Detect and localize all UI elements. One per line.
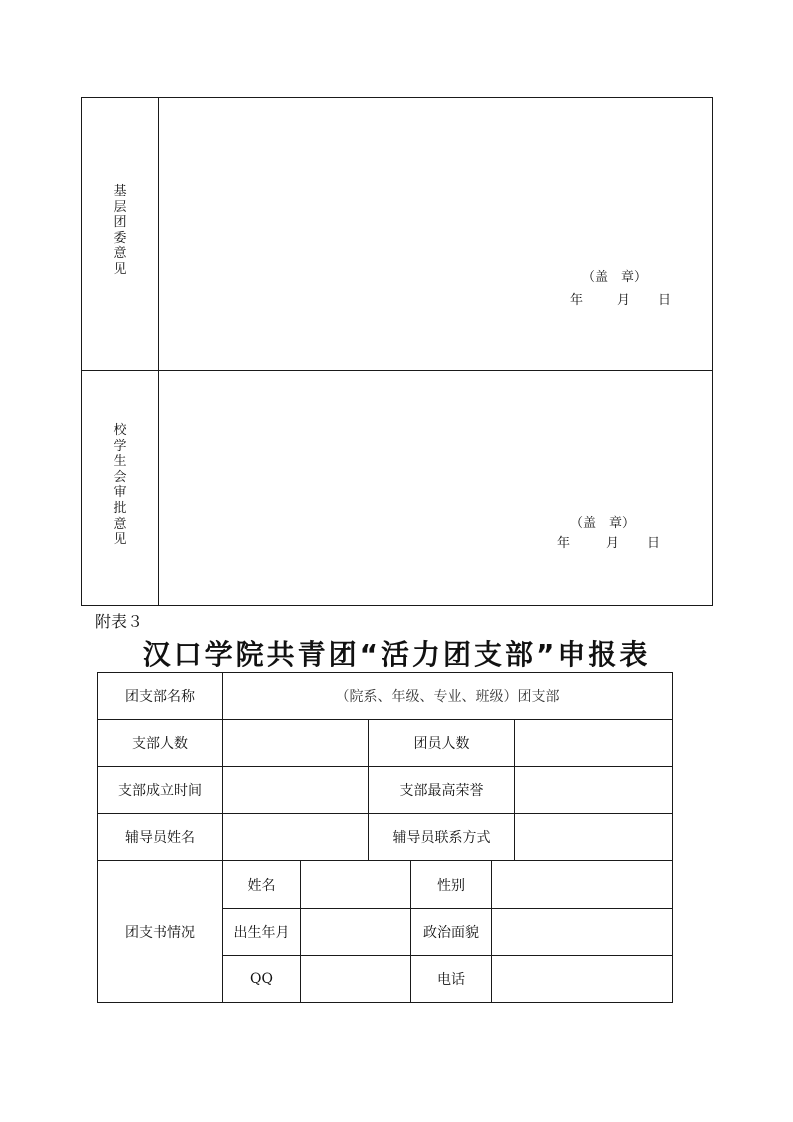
highest-honor-label: 支部最高荣誉 — [399, 783, 484, 799]
label-league-committee-opinion: 基层团委意见 — [113, 184, 127, 277]
counselor-name-label: 辅导员姓名 — [125, 830, 195, 846]
founding-time-field[interactable] — [223, 767, 368, 813]
secretary-qq-label: QQ — [250, 971, 273, 987]
table-border-left — [81, 97, 82, 606]
appendix-caption: 附表３ — [95, 612, 144, 631]
secretary-gender-field[interactable] — [492, 861, 672, 908]
secretary-birth-label: 出生年月 — [233, 925, 290, 941]
date-year-2: 年 — [557, 536, 571, 551]
branch-name-field[interactable]: （院系、年级、专业、班级）团支部 — [335, 689, 560, 705]
secretary-name-label: 姓名 — [247, 877, 276, 894]
table-border-top — [81, 97, 713, 98]
date-year-1: 年 — [570, 293, 584, 308]
secretary-gender-label: 性别 — [437, 877, 465, 894]
date-day-2: 日 — [647, 536, 661, 551]
secretary-phone-label: 电话 — [437, 972, 465, 988]
counselor-contact-field[interactable] — [515, 814, 672, 860]
member-count-field[interactable] — [223, 720, 368, 766]
date-day-1: 日 — [658, 293, 672, 308]
secretary-name-field[interactable] — [301, 861, 410, 908]
secretary-qq-field[interactable] — [301, 956, 410, 1002]
league-member-count-label: 团员人数 — [413, 736, 470, 752]
highest-honor-field[interactable] — [515, 767, 672, 813]
secretary-political-label: 政治面貌 — [423, 925, 479, 941]
opinion-input-area-2[interactable] — [160, 372, 711, 604]
table-border-right — [712, 97, 713, 606]
table-label-divider — [158, 97, 159, 606]
secretary-group-label: 团支书情况 — [125, 924, 195, 941]
counselor-contact-label: 辅导员联系方式 — [392, 830, 491, 846]
table-row-divider — [81, 370, 713, 371]
label-student-union-approval-opinion: 校学生会审批意见 — [113, 423, 127, 548]
counselor-name-field[interactable] — [223, 814, 368, 860]
stamp-placeholder-1: （盖 章） — [582, 270, 648, 285]
form-title: 汉口学院共青团“活力团支部”申报表 — [142, 638, 651, 671]
founding-time-label: 支部成立时间 — [118, 783, 202, 799]
table-border-bottom — [81, 605, 713, 606]
date-month-2: 月 — [606, 536, 620, 551]
form-border-right — [672, 672, 673, 1003]
stamp-placeholder-2: （盖 章） — [570, 516, 636, 531]
form-border-bottom — [97, 1002, 673, 1003]
member-count-label: 支部人数 — [132, 736, 188, 752]
branch-name-label: 团支部名称 — [125, 689, 195, 705]
secretary-phone-field[interactable] — [492, 956, 672, 1002]
league-member-count-field[interactable] — [515, 720, 672, 766]
opinion-input-area-1[interactable] — [160, 99, 711, 369]
secretary-birth-field[interactable] — [301, 909, 410, 955]
secretary-political-field[interactable] — [492, 909, 672, 955]
date-month-1: 月 — [617, 293, 631, 308]
